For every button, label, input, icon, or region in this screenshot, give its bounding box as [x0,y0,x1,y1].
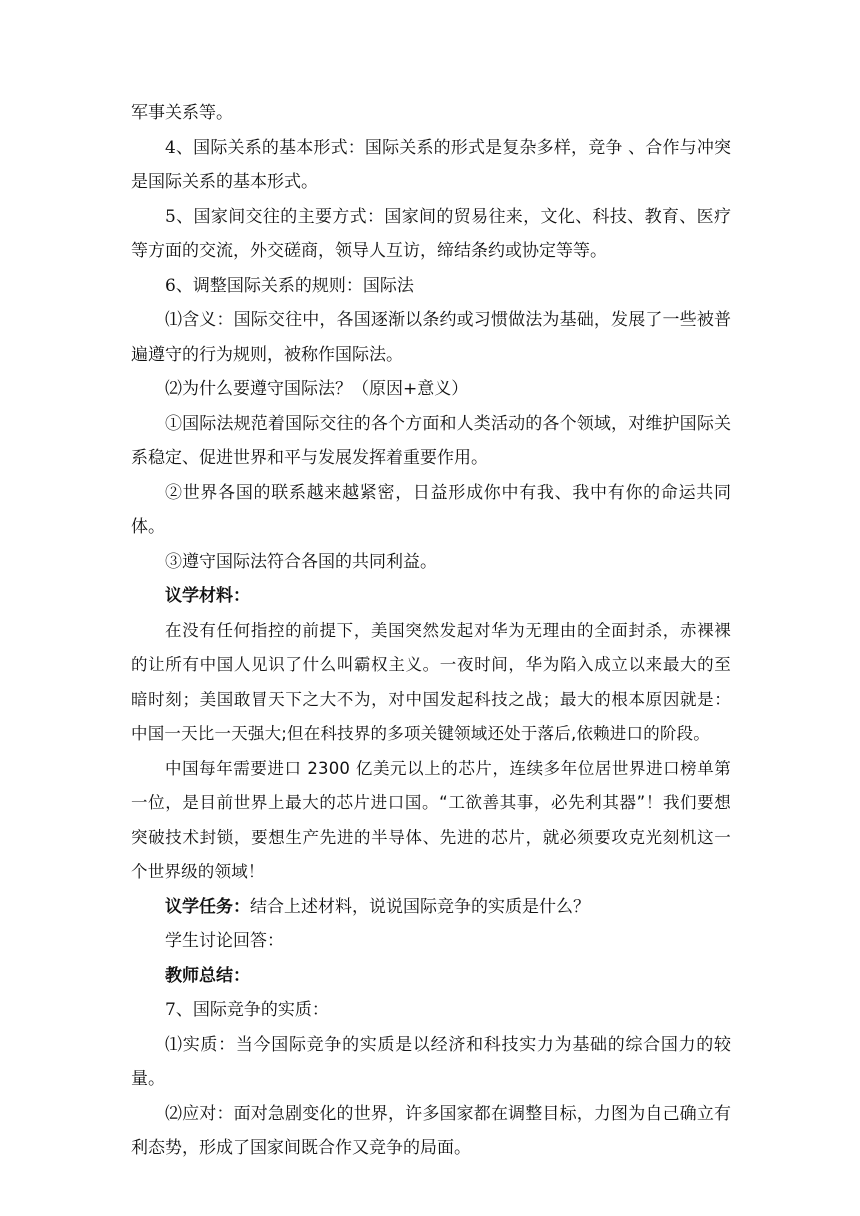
paragraph-international-law-heading: 6、调整国际关系的规则：国际法 [165,275,414,296]
section-label-task: 议学任务： [165,896,250,917]
paragraph-competition-heading: 7、国际竞争的实质： [165,1000,329,1020]
paragraph-competition-response: ⑵应对：面对急剧变化的世界，许多国家都在调整目标，力图为自己确立有利态势，形成了国家间既合作又竞争的局面。 [131,1103,731,1158]
paragraph-reason-1: ①国际法规范着国际交往的各个方面和人类活动的各个领域，对维护国际关系稳定、促进世界和平与发展发挥着重要作用。 [131,413,731,468]
paragraph-reason-3: ③遵守国际法符合各国的共同利益。 [165,551,437,572]
paragraph-interaction-methods: 5、国家间交往的主要方式：国家间的贸易往来，文化、科技、教育、医疗等方面的交流，外交磋商，领导人互访，缔结条约或协定等等。 [131,206,731,261]
document-body [131,96,731,1166]
paragraph-material-2: 中国每年需要进口 2300 亿美元以上的芯片，连续多年位居世界进口榜单第一位，是目前世界上最大的芯片进口国。“工欲善其事，必先利其器”！我们要想突破技术封锁，要想生产先进的半导体、先进的芯片，就必须要攻克光刻机这一个世界级的领域！ [131,758,731,881]
paragraph-student-discussion: 学生讨论回答： [165,931,284,951]
paragraph-why-obey-law: ⑵为什么要遵守国际法？（原因+意义） [165,379,469,399]
paragraph-international-law-definition: ⑴含义：国际交往中，各国逐渐以条约或习惯做法为基础，发展了一些被普遍遵守的行为规则，被称作国际法。 [131,310,731,365]
paragraph-task [131,890,731,925]
paragraph-reason-2: ②世界各国的联系越来越紧密，日益形成你中有我、我中有你的命运共同体。 [131,482,731,537]
section-label-teacher-summary: 教师总结： [165,965,250,986]
section-label-material: 议学材料： [165,586,250,606]
task-text: 结合上述材料，说说国际竞争的实质是什么？ [250,896,590,917]
paragraph-international-relations-forms: 4、国际关系的基本形式：国际关系的形式是复杂多样，竞争 、合作与冲突是国际关系的基本形式。 [131,137,731,192]
paragraph-material-1: 在没有任何指控的前提下，美国突然发起对华为无理由的全面封杀，赤裸裸的让所有中国人见识了什么叫霸权主义。一夜时间，华为陷入成立以来最大的至暗时刻；美国敢冒天下之大不为，对中国发起科技之战；最大的根本原因就是：中国一天比一天强大;但在科技界的多项关键领域还处于落后,依赖进口的阶段。 [131,620,731,743]
paragraph-continuation: 军事关系等。 [131,103,233,123]
paragraph-competition-essence: ⑴实质：当今国际竞争的实质是以经济和科技实力为基础的综合国力的较量。 [131,1034,731,1089]
